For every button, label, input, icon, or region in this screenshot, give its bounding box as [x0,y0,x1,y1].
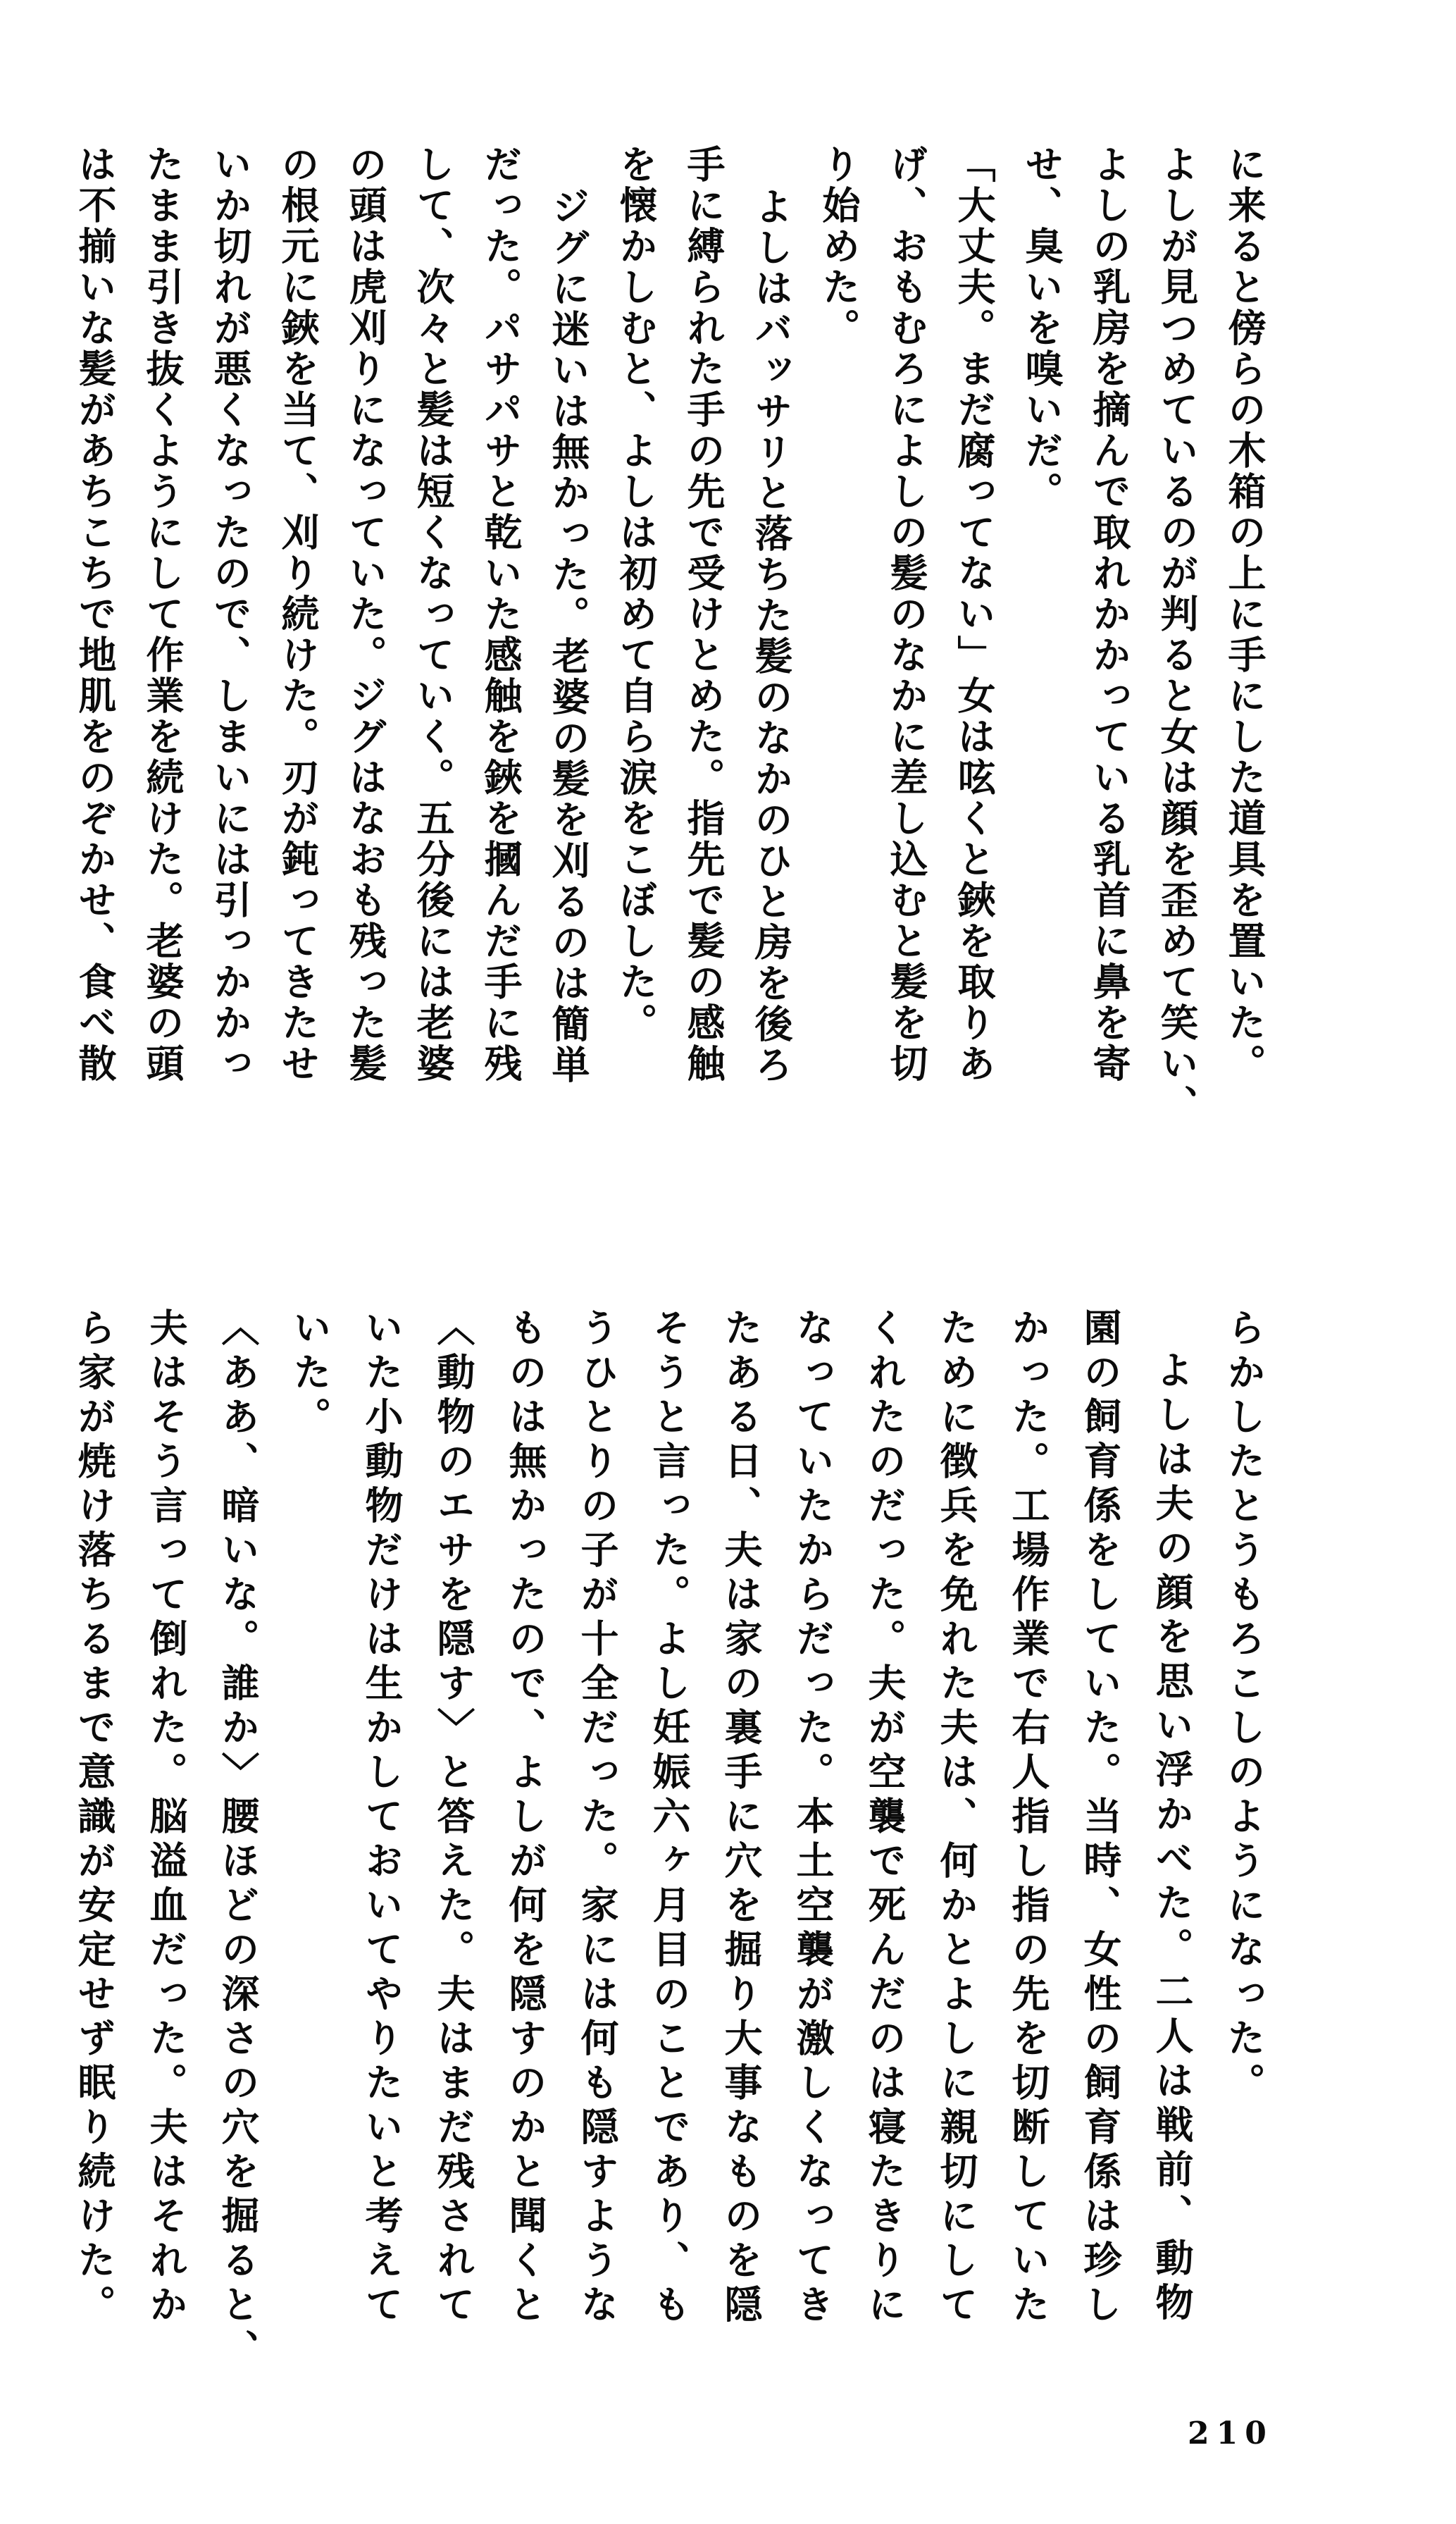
text-column: よしが見つめているのが判ると女は顔を歪めて笑い、 [1155,144,1200,1125]
text-column: 園の飼育係をしていた。当時、女性の飼育係は珍し [1078,1308,1123,2329]
text-column: ものは無かったので、よしが何を隠すのかと聞くと [503,1308,548,2329]
text-column: げ、おもむろによしの髪のなかに差し込むと髪を切 [884,144,929,1084]
page-number: 210 [1188,2415,1274,2451]
text-column: 夫はそう言って倒れた。脳溢血だった。夫はそれか [144,1308,189,2329]
text-column: いた小動物だけは生かしておいてやりたいと考えて [359,1308,404,2329]
text-column: を懐かしむと、よしは初めて自ら涙をこぼした。 [614,144,659,1044]
text-column: 〈ああ、暗いな。誰か〉腰ほどの深さの穴を掘ると、 [216,1308,261,2373]
text-column: り始めた。 [816,144,861,349]
text-column: たある日、夫は家の裏手に穴を掘り大事なものを隠 [718,1308,764,2329]
text-column: よしはバッサリと落ちた髪のなかのひと房を後ろ [749,187,794,1087]
bottom-text-block [58,1308,1280,2396]
text-column: よしの乳房を摘んで取れかかっている乳首に鼻を寄 [1087,144,1132,1084]
text-column: くれたのだった。夫が空襲で死んだのは寝たきりに [862,1308,907,2329]
text-column: ために徴兵を免れた夫は、何かとよしに親切にして [934,1308,979,2329]
text-column: いた。 [287,1308,332,1441]
text-column: の根元に鋏を当て、刈り続けた。刃が鈍ってきたせ [275,144,321,1084]
text-column: は不揃いな髪があちこちで地肌をのぞかせ、食べ散 [73,144,118,1084]
text-column: かった。工場作業で右人指し指の先を切断していた [1006,1308,1051,2329]
text-column: 手に縛られた手の先で受けとめた。指先で髪の感触 [681,144,726,1084]
text-column: そうと言った。よし妊娠六ヶ月目のことであり、も [647,1308,692,2329]
text-column: して、次々と髪は短くなっていく。五分後には老婆 [411,144,456,1084]
text-column: たまま引き抜くようにして作業を続けた。老婆の頭 [140,144,185,1084]
text-column: 「大丈夫。まだ腐ってない」女は呟くと鋏を取りあ [952,144,997,1084]
text-column: ジグに迷いは無かった。老婆の髪を刈るのは簡単 [546,187,591,1087]
text-column: に来ると傍らの木箱の上に手にした道具を置いた。 [1222,144,1267,1084]
text-column: なっていたからだった。本土空襲が激しくなってき [790,1308,835,2329]
text-column: せ、臭いを嗅いだ。 [1019,144,1064,512]
top-text-block [61,144,1278,1152]
text-column: だった。パサパサと乾いた感触を鋏を摑んだ手に残 [478,144,523,1084]
text-column: うひとりの子が十全だった。家には何も隠すような [575,1308,620,2329]
text-column: 〈動物のエサを隠す〉と答えた。夫はまだ残されて [431,1308,476,2329]
text-column: よしは夫の顔を思い浮かべた。二人は戦前、動物 [1150,1350,1195,2327]
text-column: らかしたとうもろこしのようになった。 [1221,1308,1267,2107]
text-column: の頭は虎刈りになっていた。ジグはなおも残った髪 [343,144,388,1084]
text-column: ら家が焼け落ちるまで意識が安定せず眠り続けた。 [72,1308,117,2329]
text-column: いか切れが悪くなったので、しまいには引っかかっ [208,144,253,1084]
